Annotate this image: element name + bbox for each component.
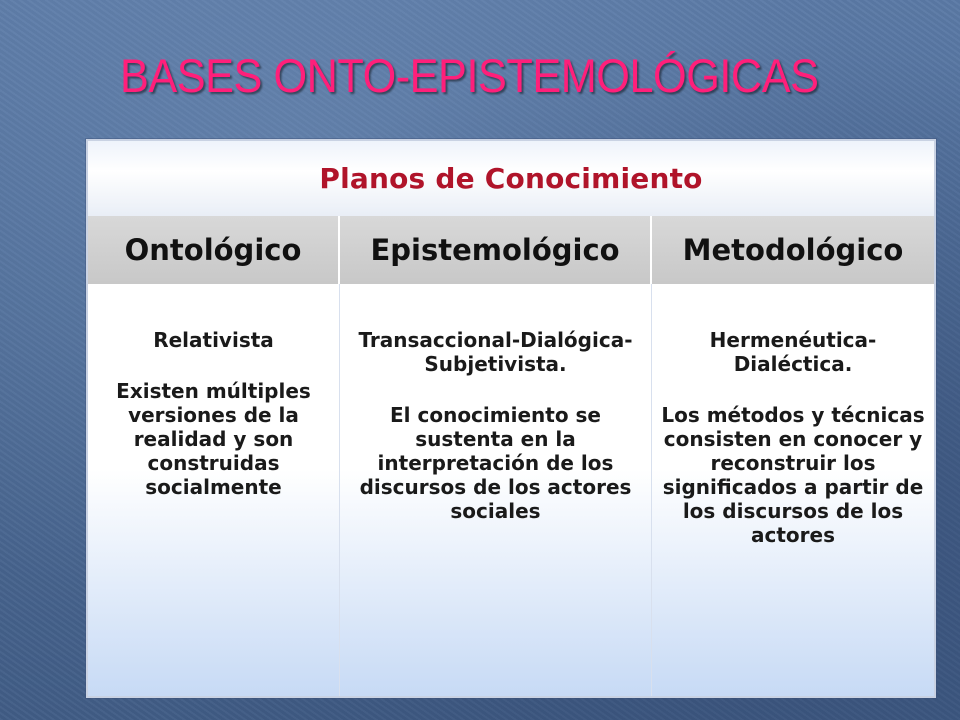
table-header-row (88, 141, 934, 217)
cell-body-text: El conocimiento se sustenta en la interpretación de los discursos de los actores sociales (359, 403, 632, 523)
cell-metodologico (652, 284, 934, 696)
table-body-row (88, 284, 934, 696)
column-heading-label: Metodológico (682, 233, 904, 267)
column-heading-metodologico (652, 216, 934, 284)
table-header-title: Planos de Conocimiento (319, 162, 703, 195)
cell-lead-text: Hermenéutica-Dialéctica. (709, 328, 877, 376)
column-heading-epistemologico (340, 216, 652, 284)
knowledge-planes-table (86, 139, 936, 698)
cell-body-text: Existen múltiples versiones de la realidad y son construidas socialmente (116, 379, 311, 499)
column-heading-label: Epistemológico (370, 233, 620, 267)
cell-lead-text: Transaccional-Dialógica-Subjetivista. (358, 328, 633, 376)
cell-epistemologico (340, 284, 652, 696)
slide-title: BASES ONTO-EPISTEMOLÓGICAS (120, 49, 819, 102)
column-heading-label: Ontológico (124, 233, 302, 267)
cell-ontologico (88, 284, 340, 696)
column-heading-ontologico (88, 216, 340, 284)
cell-lead-text: Relativista (153, 328, 274, 352)
cell-body-text: Los métodos y técnicas consisten en conocer y reconstruir los significados a partir de los discursos de los actores (661, 403, 925, 547)
column-headings-row (88, 216, 934, 284)
